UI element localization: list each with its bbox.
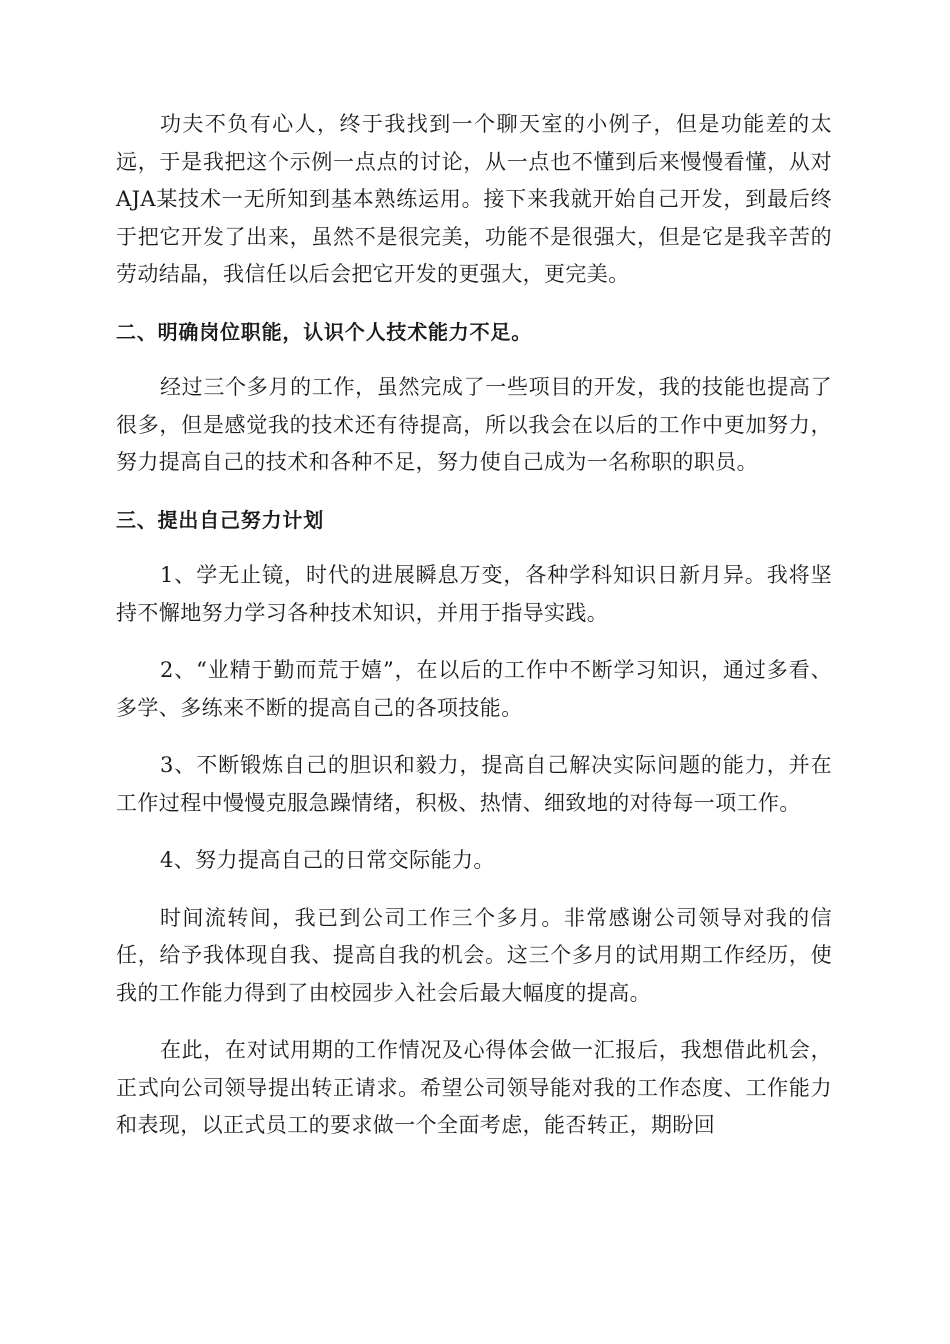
list-item: 1、学无止镜，时代的进展瞬息万变，各种学科知识日新月异。我将坚持不懈地努力学习各种技术知识，并用于指导实践。 bbox=[116, 563, 832, 625]
list-item: 2、“业精于勤而荒于嬉”，在以后的工作中不断学习知识，通过多看、多学、多练来不断的提高自己的各项技能。 bbox=[116, 658, 832, 720]
section-heading: 三、提出自己努力计划 bbox=[116, 507, 324, 532]
list-item: 4、努力提高自己的日常交际能力。 bbox=[160, 848, 495, 872]
section-heading: 二、明确岗位职能，认识个人技术能力不足。 bbox=[116, 319, 532, 344]
body-paragraph: 时间流转间，我已到公司工作三个多月。非常感谢公司领导对我的信任，给予我体现自我、提高自我的机会。这三个多月的试用期工作经历，使我的工作能力得到了由校园步入社会后最大幅度的提高。 bbox=[116, 905, 832, 1005]
body-paragraph: 经过三个多月的工作，虽然完成了一些项目的开发，我的技能也提高了很多，但是感觉我的技术还有待提高，所以我会在以后的工作中更加努力，努力提高自己的技术和各种不足，努力使自己成为一名称职的职员。 bbox=[116, 375, 832, 474]
list-item: 3、不断锻炼自己的胆识和毅力，提高自己解决实际问题的能力，并在工作过程中慢慢克服急躁情绪，积极、热情、细致地的对待每一项工作。 bbox=[116, 753, 832, 815]
body-paragraph: 功夫不负有心人，终于我找到一个聊天室的小例子，但是功能差的太远，于是我把这个示例一点点的讨论，从一点也不懂到后来慢慢看懂，从对AJA某技术一无所知到基本熟练运用。接下来我就开始自己开发，到最后终于把它开发了出来，虽然不是很完美，功能不是很强大，但是它是我辛苦的劳动结晶，我信任以后会把它开发的更强大，更完美。 bbox=[116, 112, 832, 286]
document-page bbox=[116, 106, 832, 1165]
body-paragraph: 在此，在对试用期的工作情况及心得体会做一汇报后，我想借此机会，正式向公司领导提出转正请求。希望公司领导能对我的工作态度、工作能力和表现，以正式员工的要求做一个全面考虑，能否转正，期盼回 bbox=[116, 1038, 832, 1137]
